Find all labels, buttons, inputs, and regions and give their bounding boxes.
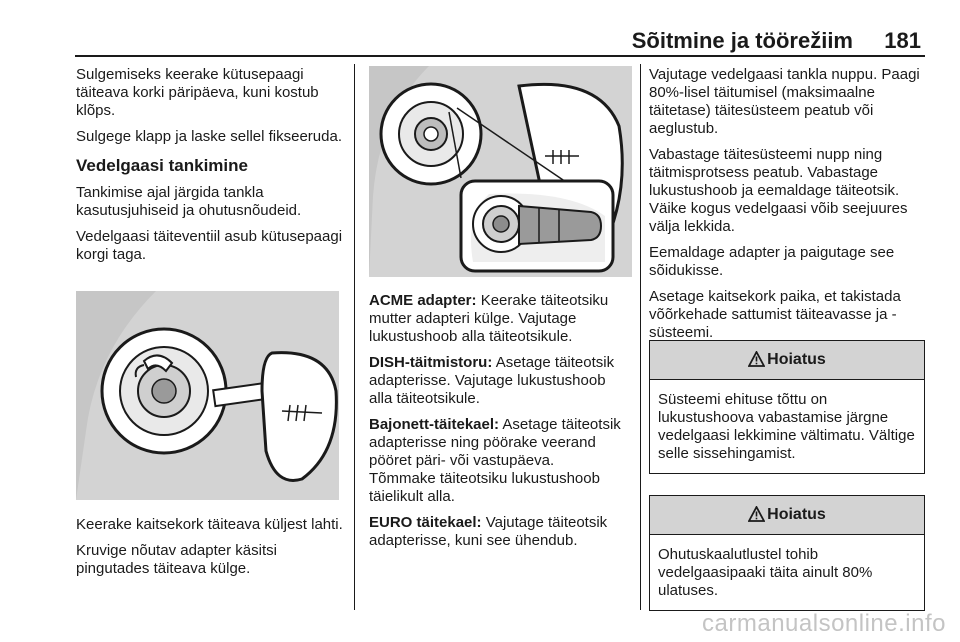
adapter-text: Asetage täiteotsik adapterisse ning pöörake veerand pööret päri- või vastupäeva. [369, 416, 621, 469]
column-divider-1 [354, 64, 355, 610]
page-number: 181 [884, 28, 921, 53]
adapter-instruction-continued [369, 470, 633, 506]
paragraph: Eemaldage adapter ja paigutage see sõidukisse. [649, 244, 895, 279]
column-1-bottom [76, 516, 344, 586]
paragraph: Vajutage vedelgaasi tankla nuppu. Paagi 80%-lisel täitumisel (maksimaalne täitetase) täitesüsteem peatub või aeglustub. [649, 66, 920, 137]
adapter-term: EURO täitekael: [369, 514, 482, 531]
adapter-term: Bajonett-täitekael: [369, 416, 500, 433]
warning-title: Hoiatus [767, 351, 826, 368]
warning-triangle-icon [748, 351, 765, 367]
adapter-instruction [369, 292, 633, 346]
warning-header [650, 496, 924, 535]
warning-box [649, 495, 925, 611]
lpg-adapter-drawing [369, 66, 632, 277]
paragraph: Sulgege klapp ja laske sellel fikseeruda. [76, 128, 342, 145]
paragraph: Sulgemiseks keerake kütusepaagi täiteava korki päripäeva, kuni kostub klõps. [76, 66, 319, 119]
warning-text: Ohutuskaalutlustel tohib vedelgaasipaaki täita ainult 80% ulatuses. [658, 546, 873, 599]
adapter-instruction [369, 354, 633, 408]
adapter-text: Keerake täiteotsiku mutter adapteri külge. Vajutage lukustushoob alla täiteotsikule. [369, 292, 609, 345]
paragraph: Vedelgaasi täiteventiil asub kütusepaagi korgi taga. [76, 228, 343, 263]
paragraph: Asetage kaitsekork paika, et takistada võõrkehade sattumist täiteavasse ja -süsteemi. [649, 288, 901, 341]
adapter-term: ACME adapter: [369, 292, 477, 309]
adapter-text: Tõmmake täiteotsiku lukustushoob täielikult alla. [369, 470, 600, 505]
warning-triangle-icon [748, 506, 765, 522]
column-3 [649, 66, 927, 350]
warning-header [650, 341, 924, 380]
page-header [75, 22, 925, 54]
adapter-text: Vajutage täiteotsik adapterisse, kuni see ühendub. [369, 514, 608, 549]
adapter-text: Asetage täiteotsik adapterisse. Vajutage lukustushoob alla täiteotsikule. [369, 354, 615, 407]
paragraph: Kruvige nõutav adapter käsitsi pingutades täiteava külge. [76, 542, 277, 577]
column-2 [369, 292, 633, 558]
lpg-adapter-illustration [369, 66, 632, 277]
warning-box [649, 340, 925, 474]
header-rule [75, 55, 925, 57]
paragraph: Vabastage täitesüsteemi nupp ning täitmisprotsess peatub. Vabastage lukustushoob ja eemaldage täiteotsik. Väike kogus vedelgaasi võib seejuures välja lekkida. [649, 146, 908, 235]
fuel-filler-drawing [76, 291, 339, 500]
section-heading: Vedelgaasi tankimine [76, 156, 248, 175]
warning-title: Hoiatus [767, 506, 826, 523]
column-1-top [76, 66, 344, 272]
paragraph: Keerake kaitsekork täiteava küljest lahti. [76, 516, 343, 533]
paragraph: Tankimise ajal järgida tankla kasutusjuhiseid ja ohutusnõudeid. [76, 184, 302, 219]
watermark: carmanualsonline.info [702, 610, 946, 637]
warning-text: Süsteemi ehituse tõttu on lukustushoova vabastamise järgne vedelgaasi lekkimine vältimatu. Vältige selle sissehingamist. [658, 391, 915, 462]
page-title: Sõitmine ja töörežiim [631, 28, 853, 53]
adapter-term: DISH-täitmistoru: [369, 354, 493, 371]
adapter-instruction [369, 416, 633, 470]
column-divider-2 [640, 64, 641, 610]
fuel-filler-illustration [76, 291, 339, 500]
adapter-instruction [369, 514, 633, 550]
